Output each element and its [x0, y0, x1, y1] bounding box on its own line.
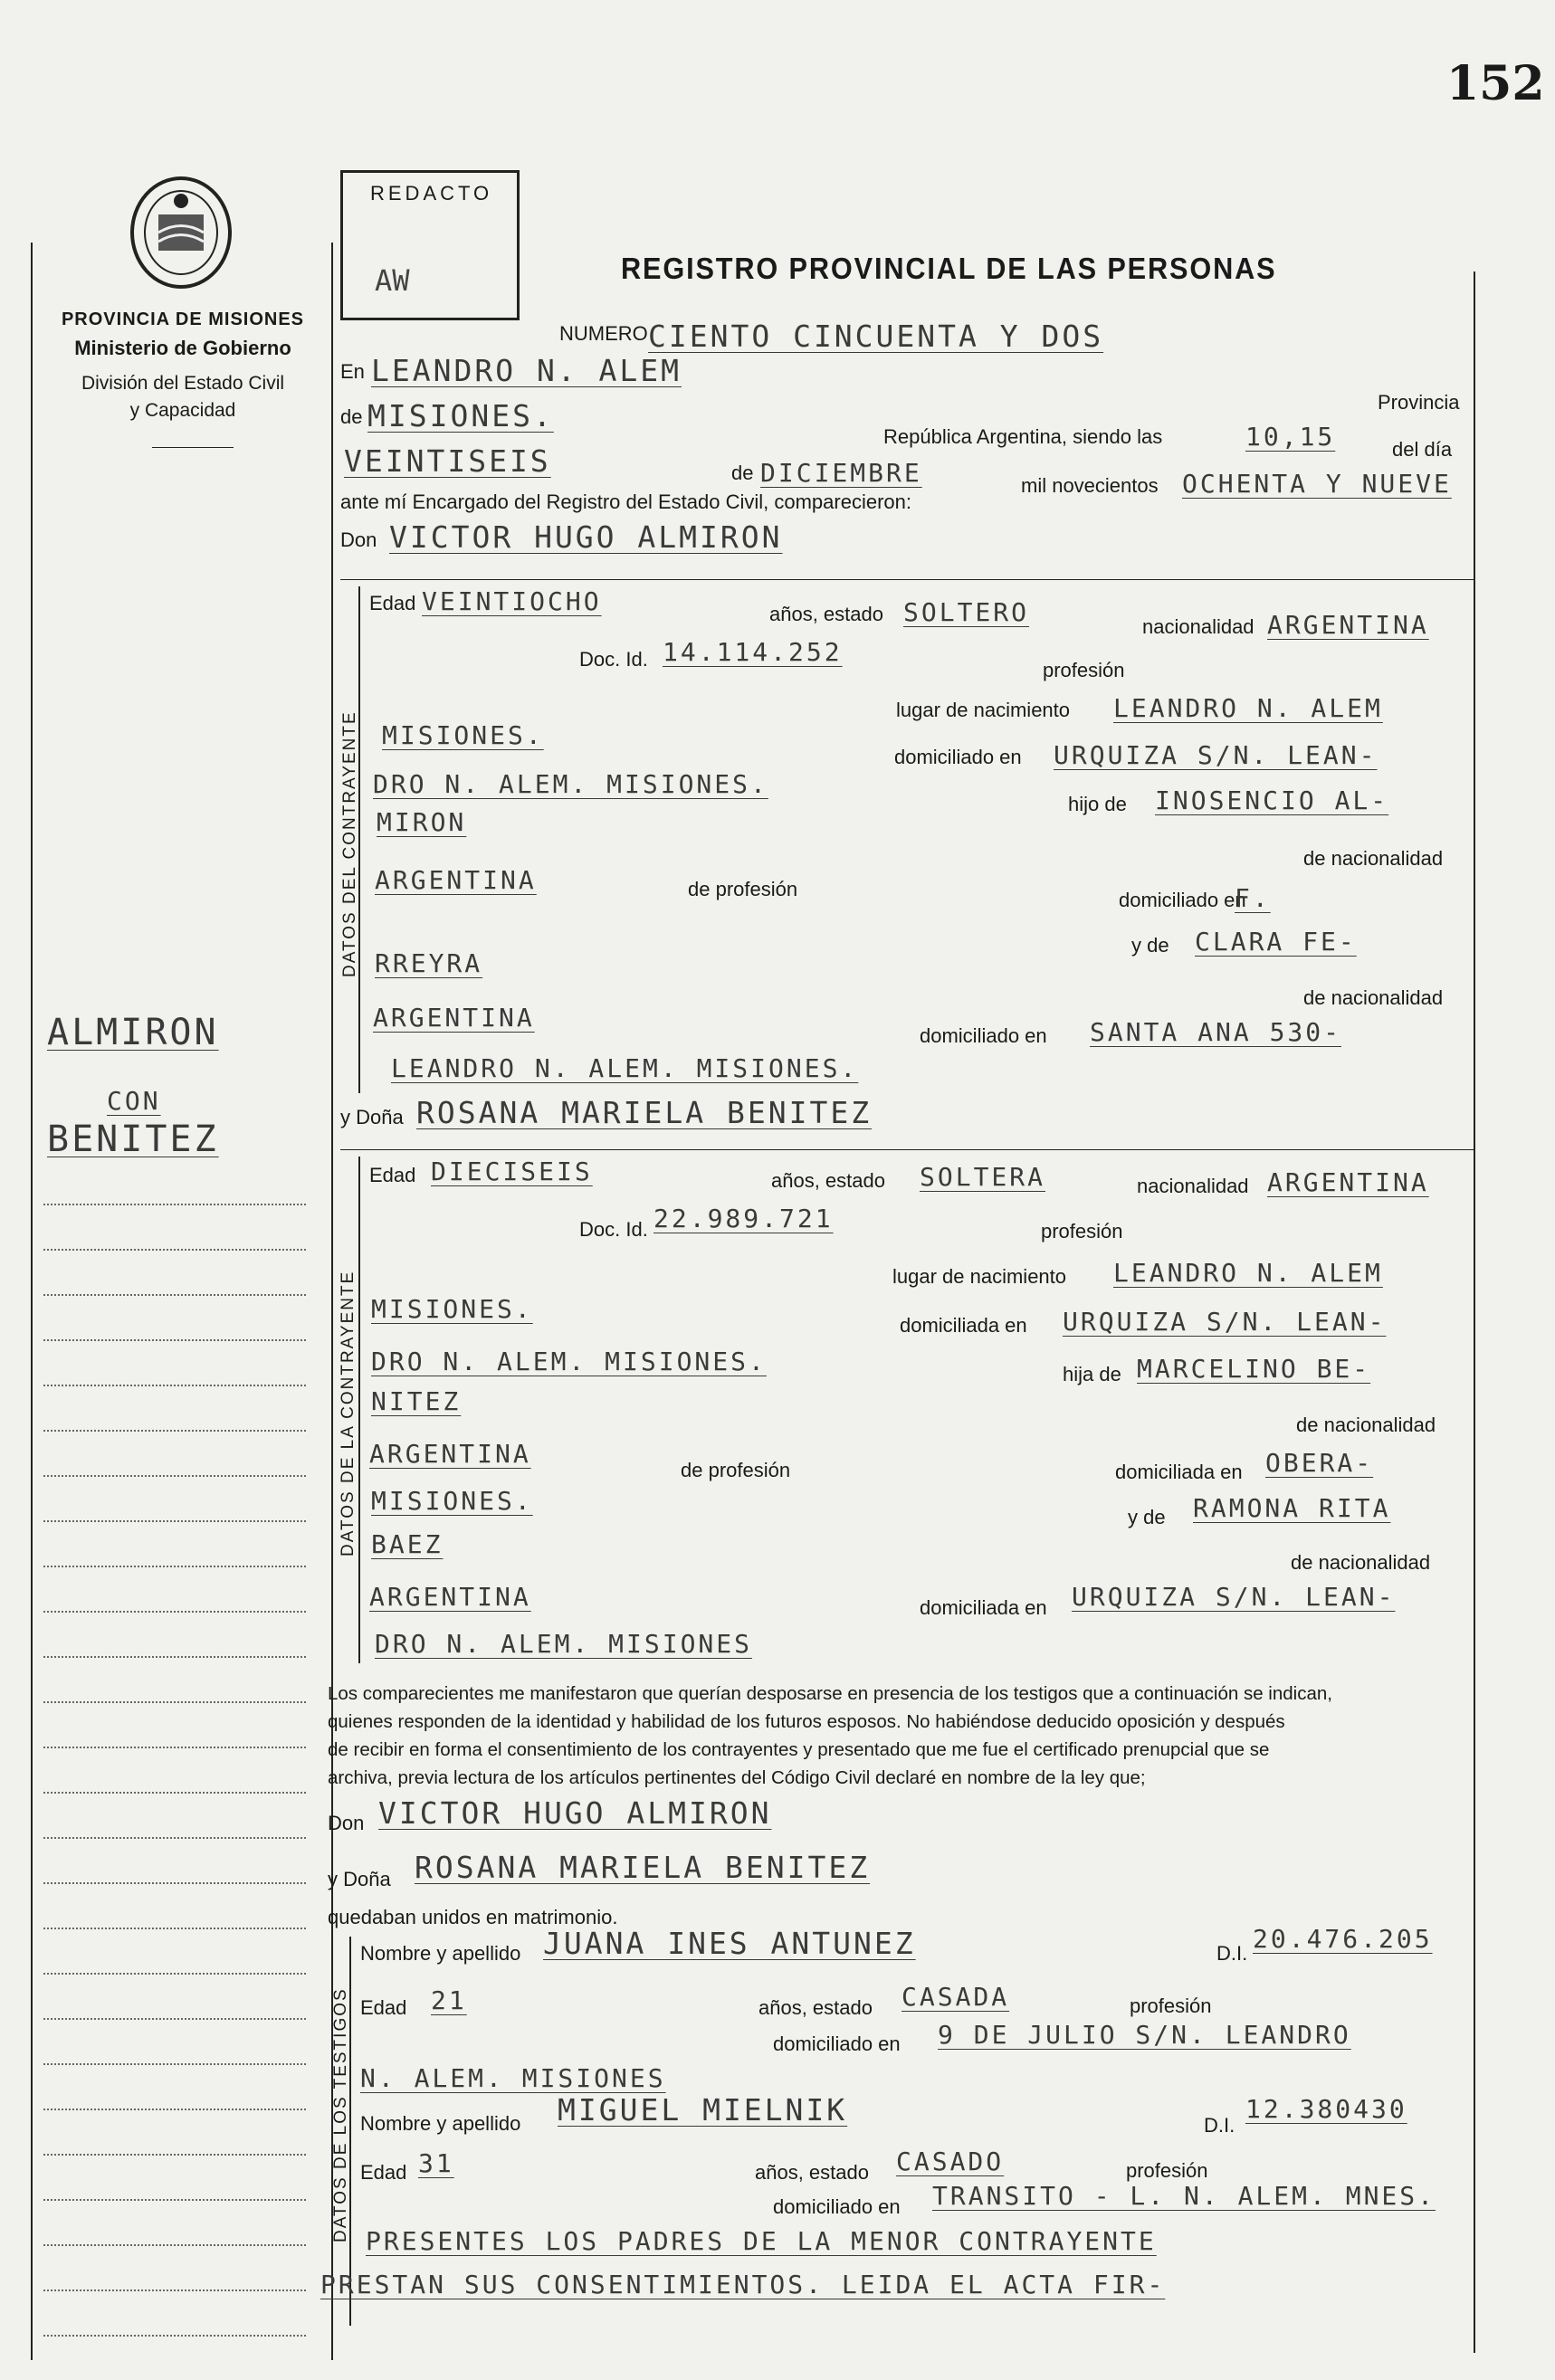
- division-label-2: y Capacidad: [129, 400, 236, 421]
- t1-di-label: D.I.: [1216, 1942, 1248, 1965]
- margin-writing-line: [43, 1882, 306, 1884]
- m-padre-dom-value: F.: [1235, 883, 1271, 913]
- m-madre-dom-label: domiciliado en: [920, 1024, 1047, 1047]
- en-value: LEANDRO N. ALEM: [371, 353, 682, 388]
- margin-writing-line: [43, 2018, 306, 2020]
- t2-di-label: D.I.: [1204, 2114, 1235, 2137]
- observation-line-2: PRESTAN SUS CONSENTIMIENTOS. LEIDA EL ACTA FIR-: [320, 2270, 1166, 2299]
- m-doc-label: Doc. Id.: [579, 648, 648, 671]
- section-line: [340, 579, 1474, 580]
- m-lugar-label: lugar de nacimiento: [896, 699, 1071, 721]
- f-dom-value: URQUIZA S/N. LEAN-: [1063, 1307, 1387, 1337]
- margin-writing-line: [43, 1973, 306, 1975]
- don-value: VICTOR HUGO ALMIRON: [389, 519, 783, 555]
- de2-label: de: [731, 462, 754, 484]
- contrayente-f-label: DATOS DE LA CONTRAYENTE: [339, 1270, 358, 1557]
- f-padre-nac-label: de nacionalidad: [1296, 1414, 1436, 1436]
- f-dom2-value: DRO N. ALEM. MISIONES.: [371, 1347, 767, 1376]
- m-madre-value: CLARA FE-: [1195, 927, 1357, 957]
- republica-label: República Argentina, siendo las: [883, 425, 1163, 448]
- margin-con: CON: [107, 1086, 161, 1116]
- m-madre-dom2-value: LEANDRO N. ALEM. MISIONES.: [391, 1053, 859, 1083]
- unidos-label: quedaban unidos en matrimonio.: [328, 1906, 618, 1928]
- contrayente-m-label: DATOS DEL CONTRAYENTE: [340, 710, 359, 977]
- anio-value: OCHENTA Y NUEVE: [1182, 469, 1452, 499]
- m-dom-label: domiciliado en: [894, 746, 1022, 768]
- t1-di-value: 20.476.205: [1253, 1924, 1433, 1954]
- m-hijo-label: hijo de: [1068, 793, 1127, 815]
- m-y-de-label: y de: [1131, 934, 1169, 957]
- t1-dom-label: domiciliado en: [773, 2033, 901, 2055]
- f-padre-dom-label: domiciliada en: [1115, 1461, 1243, 1483]
- t1-dom2-value: N. ALEM. MISIONES: [360, 2063, 666, 2093]
- f-edad-label: Edad: [369, 1164, 416, 1186]
- margin-writing-line: [43, 1792, 306, 1794]
- m-lugar2-value: MISIONES.: [382, 720, 544, 750]
- m-madre-nac-value: ARGENTINA: [373, 1003, 535, 1033]
- t2-nombre-label: Nombre y apellido: [360, 2112, 521, 2135]
- m-madre-nac-label: de nacionalidad: [1303, 986, 1444, 1009]
- m-madre2-value: RREYRA: [375, 948, 483, 978]
- t1-nombre-label: Nombre y apellido: [360, 1942, 521, 1965]
- don2-label: Don: [328, 1812, 365, 1834]
- redacto-box: [340, 170, 520, 320]
- margin-writing-line: [43, 1385, 306, 1386]
- margin-writing-line: [43, 2290, 306, 2291]
- t2-dom-label: domiciliado en: [773, 2195, 901, 2218]
- section-line-2: [340, 1149, 1474, 1150]
- m-padre-nac-value: ARGENTINA: [375, 865, 537, 895]
- m-madre-dom-value: SANTA ANA 530-: [1090, 1017, 1342, 1047]
- m-padre-value: INOSENCIO AL-: [1155, 785, 1389, 815]
- numero-label: NUMERO: [559, 322, 648, 345]
- t1-edad-value: 21: [431, 1985, 467, 2015]
- m-lugar-value: LEANDRO N. ALEM: [1113, 693, 1383, 723]
- margin-writing-line: [43, 1701, 306, 1703]
- margin-writing-line: [43, 1520, 306, 1522]
- margin-writing-line: [43, 1475, 306, 1477]
- f-lugar2-value: MISIONES.: [371, 1294, 533, 1324]
- f-madre-nac-value: ARGENTINA: [369, 1582, 531, 1612]
- m-padre-dom-label: domiciliado en: [1119, 889, 1246, 911]
- t2-nombre-value: MIGUEL MIELNIK: [558, 2092, 848, 2128]
- margin-writing-line: [43, 1430, 306, 1432]
- dona2-label: y Doña: [328, 1868, 391, 1890]
- margin-writing-line: [43, 1566, 306, 1567]
- margin-writing-line: [43, 1747, 306, 1748]
- redacto-label: REDACTO: [370, 182, 493, 205]
- margin-writing-line: [43, 2199, 306, 2201]
- m-dom-value: URQUIZA S/N. LEAN-: [1054, 740, 1378, 770]
- f-padre-prof-label: de profesión: [681, 1459, 791, 1481]
- m-nac-label: nacionalidad: [1142, 615, 1254, 638]
- m-doc-value: 14.114.252: [663, 637, 843, 667]
- province-label: PROVINCIA DE MISIONES: [61, 309, 305, 329]
- dona-label: y Doña: [340, 1106, 404, 1128]
- margin-writing-line: [43, 1837, 306, 1839]
- ministry-label: Ministerio de Gobierno: [74, 337, 291, 359]
- f-estado-label: años, estado: [771, 1169, 885, 1192]
- divider: [152, 447, 234, 448]
- dona-value: ROSANA MARIELA BENITEZ: [416, 1095, 873, 1130]
- dia-value: VEINTISEIS: [344, 443, 551, 479]
- margin-surname-2: BENITEZ: [47, 1119, 219, 1160]
- f-lugar-label: lugar de nacimiento: [892, 1265, 1067, 1288]
- m-dom2-value: DRO N. ALEM. MISIONES.: [373, 769, 768, 799]
- margin-writing-line: [43, 1656, 306, 1658]
- f-madre-dom-value: URQUIZA S/N. LEAN-: [1072, 1582, 1396, 1612]
- declaration-line-2: quienes responden de la identidad y habilidad de los futuros esposos. No habiéndose deducido oposición y después: [328, 1711, 1285, 1732]
- m-estado-label: años, estado: [769, 603, 883, 625]
- f-nac-value: ARGENTINA: [1267, 1167, 1429, 1197]
- m-prof-label: profesión: [1043, 659, 1125, 681]
- provincia-label: Provincia: [1378, 391, 1460, 414]
- t1-edad-label: Edad: [360, 1996, 407, 2019]
- registry-title: REGISTRO PROVINCIAL DE LAS PERSONAS: [621, 252, 1277, 285]
- declaration-line-3: de recibir en forma el consentimiento de los contrayentes y presentado que me fue el certificado prenupcial que se: [328, 1739, 1270, 1760]
- left-border: [31, 243, 33, 2360]
- declaration-line-4: archiva, previa lectura de los artículos pertinentes del Código Civil declaré en nombre de la ley que;: [328, 1767, 1146, 1788]
- margin-writing-line: [43, 1928, 306, 1929]
- margin-writing-line: [43, 1249, 306, 1251]
- f-lugar-value: LEANDRO N. ALEM: [1113, 1258, 1383, 1288]
- f-hija-label: hija de: [1063, 1363, 1121, 1385]
- f-padre-dom-value: OBERA-: [1265, 1448, 1374, 1478]
- t1-estado-label: años, estado: [758, 1996, 873, 2019]
- t1-dom-value: 9 DE JULIO S/N. LEANDRO: [938, 2020, 1351, 2050]
- t2-dom-value: TRANSITO - L. N. ALEM. MNES.: [932, 2181, 1436, 2211]
- en-label: En: [340, 360, 365, 383]
- right-border: [1474, 271, 1475, 2353]
- testigos-label: DATOS DE LOS TESTIGOS: [331, 1987, 350, 2242]
- division-label-1: División del Estado Civil: [81, 373, 285, 394]
- margin-surname-1: ALMIRON: [47, 1012, 219, 1053]
- t1-nombre-value: JUANA INES ANTUNEZ: [543, 1926, 916, 1961]
- t2-edad-value: 31: [418, 2148, 454, 2178]
- redacto-initials: AW: [375, 263, 410, 298]
- f-y-de-label: y de: [1128, 1506, 1166, 1528]
- f-padre2-value: NITEZ: [371, 1386, 462, 1416]
- margin-writing-line: [43, 2335, 306, 2337]
- t2-prof-label: profesión: [1126, 2159, 1208, 2182]
- hora-value: 10,15: [1245, 422, 1336, 452]
- margin-writing-line: [43, 1294, 306, 1296]
- margin-writing-line: [43, 2109, 306, 2110]
- contrayente-f-border: [358, 1157, 360, 1663]
- t2-di-value: 12.380430: [1245, 2094, 1407, 2124]
- m-nac-value: ARGENTINA: [1267, 610, 1429, 640]
- observation-line-1: PRESENTES LOS PADRES DE LA MENOR CONTRAYENTE: [366, 2226, 1157, 2256]
- t1-prof-label: profesión: [1130, 1994, 1212, 2017]
- margin-writing-line: [43, 2063, 306, 2065]
- f-nac-label: nacionalidad: [1137, 1175, 1249, 1197]
- f-doc-value: 22.989.721: [653, 1204, 834, 1233]
- del-dia-label: del día: [1392, 438, 1453, 461]
- de-label: de: [340, 405, 363, 428]
- t2-edad-label: Edad: [360, 2161, 407, 2184]
- f-prof-label: profesión: [1041, 1220, 1123, 1242]
- f-dom-label: domiciliada en: [900, 1314, 1027, 1337]
- page-number: 152: [1446, 56, 1545, 111]
- f-madre-dom2-value: DRO N. ALEM. MISIONES: [375, 1629, 753, 1659]
- f-estado-value: SOLTERA: [920, 1162, 1046, 1192]
- m-edad-value: VEINTIOCHO: [422, 586, 602, 616]
- margin-writing-line: [43, 2154, 306, 2156]
- f-madre-nac-label: de nacionalidad: [1291, 1551, 1431, 1574]
- don-label: Don: [340, 528, 377, 551]
- declaration-line-1: Los comparecientes me manifestaron que querían desposarse en presencia de los testigos que a continuación se indican,: [328, 1683, 1332, 1704]
- de-value: MISIONES.: [367, 398, 554, 433]
- f-padre-value: MARCELINO BE-: [1137, 1354, 1371, 1384]
- margin-writing-line: [43, 2244, 306, 2246]
- m-padre-nac-label: de nacionalidad: [1303, 847, 1444, 870]
- margin-writing-line: [43, 1204, 306, 1205]
- m-padre-prof-label: de profesión: [688, 878, 798, 900]
- t1-estado-value: CASADA: [902, 1982, 1010, 2012]
- f-madre2-value: BAEZ: [371, 1529, 444, 1559]
- f-padre-dom2-value: MISIONES.: [371, 1486, 533, 1516]
- ante-label: ante mí Encargado del Registro del Estado Civil, comparecieron:: [340, 490, 911, 513]
- mes-value: DICIEMBRE: [760, 458, 922, 488]
- m-edad-label: Edad: [369, 592, 416, 614]
- f-edad-value: DIECISEIS: [431, 1157, 593, 1186]
- t2-estado-value: CASADO: [896, 2147, 1005, 2176]
- margin-writing-line: [43, 1611, 306, 1613]
- m-padre2-value: MIRON: [377, 807, 467, 837]
- f-padre-nac-value: ARGENTINA: [369, 1439, 531, 1469]
- provincial-seal: [127, 174, 235, 291]
- dona2-value: ROSANA MARIELA BENITEZ: [415, 1850, 871, 1885]
- f-doc-label: Doc. Id.: [579, 1218, 648, 1241]
- margin-writing-line: [43, 1339, 306, 1341]
- numero-value: CIENTO CINCUENTA Y DOS: [648, 319, 1104, 354]
- f-madre-dom-label: domiciliada en: [920, 1596, 1047, 1619]
- f-madre-value: RAMONA RITA: [1193, 1493, 1391, 1523]
- declaration-text: [328, 1680, 1464, 1792]
- t2-estado-label: años, estado: [755, 2161, 869, 2184]
- mil-label: mil novecientos: [1021, 474, 1159, 497]
- m-estado-value: SOLTERO: [903, 597, 1030, 627]
- don2-value: VICTOR HUGO ALMIRON: [378, 1795, 772, 1831]
